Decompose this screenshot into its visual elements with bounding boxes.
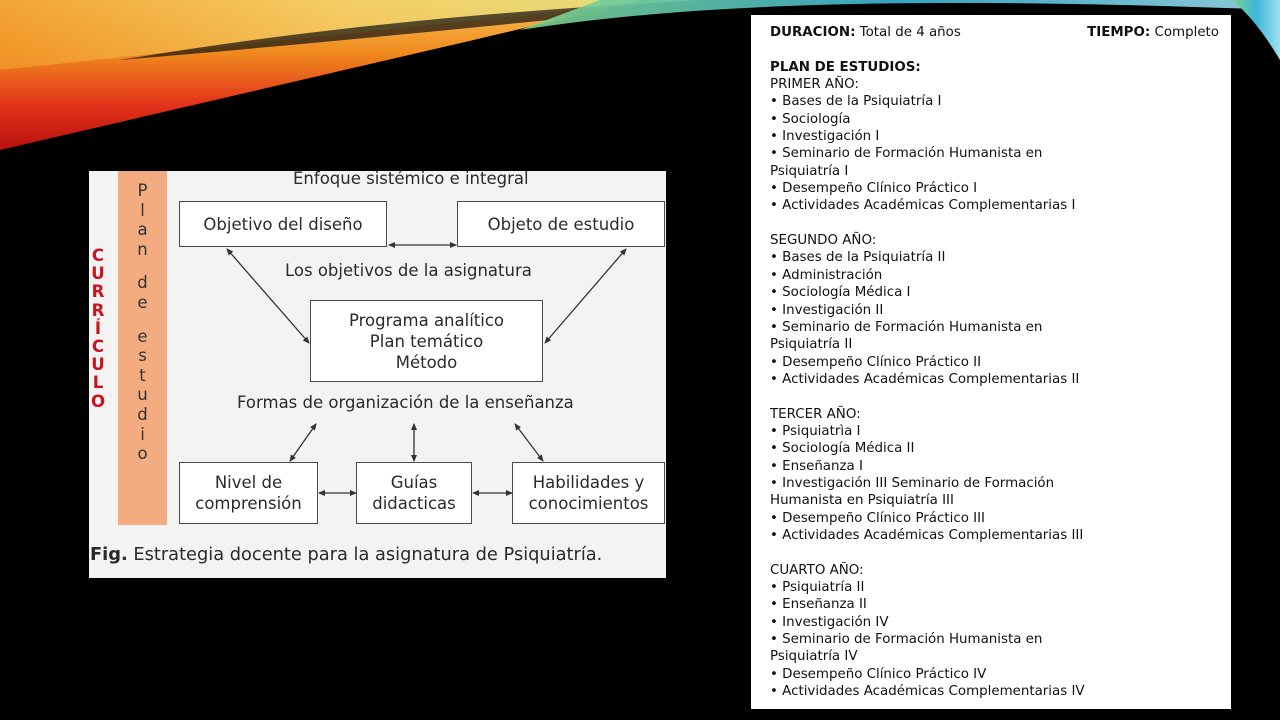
course-line: • Actividades Académicas Complementarias II <box>770 371 1080 387</box>
plan-letter: i <box>140 424 145 444</box>
course-line: • Investigación IV <box>770 614 889 630</box>
course-line: Psiquiatría IV <box>770 649 858 665</box>
course-line: • Desempeño Clínico Práctico III <box>770 510 985 526</box>
plan-letter: o <box>137 444 148 464</box>
course-line: • Bases de la Psiquiatría II <box>770 250 946 266</box>
curriculo-letter: C <box>91 246 105 265</box>
plan-tematico-text: Plan temático <box>369 331 484 351</box>
nivel-text: Nivel de <box>214 473 283 492</box>
comprension-text: comprensión <box>195 494 302 513</box>
plan-letter: e <box>137 326 148 346</box>
course-line: • Enseñanza II <box>770 597 867 613</box>
tiempo <box>1087 24 1219 41</box>
course-line: • Seminario de Formación Humanista en <box>770 632 1043 648</box>
objeto-de-estudio-text: Objeto de estudio <box>487 214 635 234</box>
year-block <box>770 232 1219 388</box>
course-line: • Enseñanza I <box>770 458 863 474</box>
course-line: Psiquiatría II <box>770 337 853 353</box>
duracion-value: Total de 4 años <box>855 25 961 40</box>
objetivo-del-diseno-box <box>179 201 387 247</box>
figure-caption <box>90 544 602 565</box>
arrow-formas-habilidades <box>515 424 543 461</box>
tiempo-value: Completo <box>1150 25 1219 40</box>
plan-letter: a <box>137 220 148 240</box>
course-line: • Psiquiatrìa I <box>770 423 861 439</box>
plan-letter: e <box>137 292 148 312</box>
course-line: • Desempeño Clínico Práctico II <box>770 354 982 370</box>
plan-letter: d <box>137 404 148 424</box>
year-title: SEGUNDO AÑO: <box>770 233 877 249</box>
year-block <box>770 406 1219 545</box>
plan-letter: u <box>137 385 148 405</box>
enfoque-label: Enfoque sistémico e integral <box>293 171 529 188</box>
conocimientos-text: conocimientos <box>528 494 649 513</box>
objetivos-asignatura-label: Los objetivos de la asignatura <box>285 261 532 280</box>
duration-row <box>770 24 1219 41</box>
course-line: • Desempeño Clínico Práctico IV <box>770 666 987 682</box>
course-line: • Bases de la Psiquiatría I <box>770 94 942 110</box>
course-line: • Sociología <box>770 111 851 127</box>
curriculo-letter: U <box>91 264 105 284</box>
course-line: • Investigación III Seminario de Formación <box>770 475 1055 491</box>
arrow-objeto-programa <box>545 249 626 343</box>
plan-letter: d <box>137 273 148 293</box>
course-line: Humanista en Psiquiatría III <box>770 493 954 509</box>
curriculo-letter: U <box>91 355 105 375</box>
course-line: • Sociología Médica II <box>770 441 915 457</box>
programa-analitico-text: Programa analítico <box>348 310 505 330</box>
plan-letter: s <box>138 346 147 366</box>
caption-prefix: Fig. <box>90 544 128 565</box>
course-line: • Administración <box>770 267 883 283</box>
year-block <box>770 76 1219 215</box>
course-line: • Seminario de Formación Humanista en <box>770 146 1043 162</box>
guias-text: Guías <box>390 473 438 492</box>
caption-text: Estrategia docente para la asignatura de Psiquiatría. <box>127 544 603 565</box>
course-line: • Investigación II <box>770 302 884 318</box>
curriculo-letter: C <box>91 337 105 357</box>
year-title: PRIMER AÑO: <box>770 77 859 93</box>
tiempo-label: TIEMPO: <box>1087 25 1151 40</box>
habilidades-text: Habilidades y <box>532 473 645 492</box>
course-line: • Actividades Académicas Complementarias I <box>770 198 1076 214</box>
metodo-text: Método <box>395 352 458 372</box>
plan-letter: P <box>137 181 148 200</box>
didacticas-text: didacticas <box>372 494 456 513</box>
duracion-label: DURACION: <box>770 25 856 40</box>
year-title: TERCER AÑO: <box>770 406 861 422</box>
plan-letter: l <box>140 200 145 220</box>
plan-de-estudios-title: PLAN DE ESTUDIOS: <box>770 59 921 75</box>
nivel-comprension-box <box>179 462 318 524</box>
course-line: • Actividades Académicas Complementarias IV <box>770 684 1085 700</box>
curriculo-letter: R <box>91 282 105 302</box>
course-line: • Sociología Médica I <box>770 285 911 301</box>
course-line: • Desempeño Clínico Práctico I <box>770 181 978 197</box>
curriculo-letter: L <box>92 373 104 393</box>
course-line: • Investigación I <box>770 129 880 145</box>
habilidades-conocimientos-box <box>512 462 665 524</box>
duracion <box>770 24 961 41</box>
year-block <box>770 562 1219 701</box>
arrow-formas-nivel <box>290 424 316 461</box>
curriculo-letter: R <box>91 300 105 320</box>
years-list <box>770 76 1219 700</box>
course-line: • Psiquiatría II <box>770 580 865 595</box>
year-title: CUARTO AÑO: <box>770 562 864 578</box>
curriculo-letter: Í <box>94 318 102 338</box>
course-line: Psiquiatría I <box>770 163 849 179</box>
programa-analitico-box <box>310 300 543 382</box>
teaching-strategy-diagram <box>89 171 666 578</box>
objeto-de-estudio-box <box>457 201 665 247</box>
plan-letter: t <box>139 365 146 385</box>
study-plan-panel <box>751 15 1231 709</box>
plan-letter: n <box>137 239 148 259</box>
course-line: • Seminario de Formación Humanista en <box>770 319 1043 335</box>
guias-didacticas-box <box>356 462 472 524</box>
formas-organizacion-label: Formas de organización de la enseñanza <box>237 393 574 412</box>
objetivo-del-diseno-text: Objetivo del diseño <box>203 214 363 234</box>
curriculo-letter: O <box>90 391 106 411</box>
course-line: • Actividades Académicas Complementarias III <box>770 527 1084 543</box>
